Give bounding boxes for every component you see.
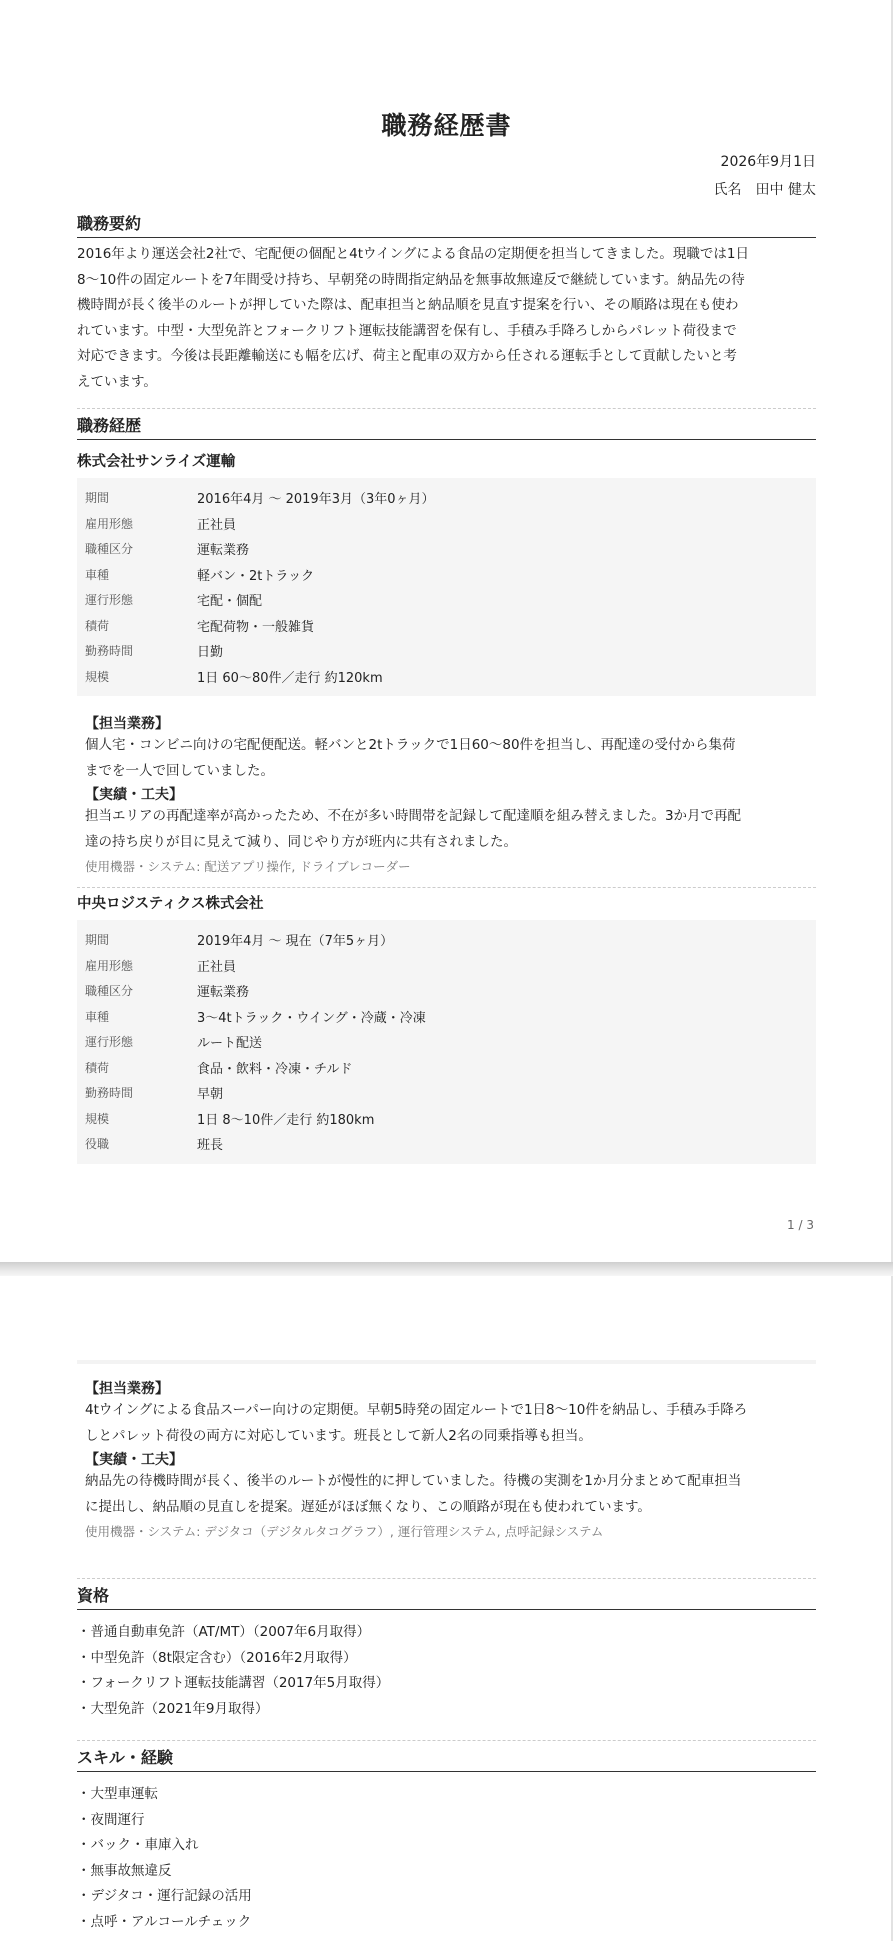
- skill-item: ・大型車運転: [77, 1786, 158, 1802]
- detail-value: ルート配送: [197, 1036, 263, 1052]
- detail-row: [85, 562, 808, 588]
- section-divider: [77, 1578, 816, 1579]
- detail-row: [85, 1131, 808, 1157]
- detail-value: 宅配荷物・一般雑貨: [197, 619, 315, 635]
- duties-line: しとパレット荷役の両方に対応しています。班長として新人2名の同乗指導も担当。: [85, 1427, 592, 1444]
- detail-label: 車種: [85, 1009, 110, 1024]
- achievements-line: に提出し、納品順の見直しを提案。遅延がほぼ無くなり、この順路が現在も使われています。: [85, 1498, 651, 1515]
- detail-value: 運転業務: [197, 985, 250, 1001]
- qualification-item: ・大型免許（2021年9月取得）: [77, 1700, 269, 1717]
- detail-row: [85, 638, 808, 664]
- qualification-item: ・中型免許（8t限定含む）（2016年2月取得）: [77, 1649, 357, 1666]
- summary-line: 対応できます。今後は長距離輸送にも幅を広げ、荷主と配車の双方から任される運転手として貢献したいと考: [77, 348, 737, 364]
- detail-value: 食品・飲料・冷凍・チルド: [197, 1061, 353, 1077]
- detail-label: 積荷: [85, 618, 110, 633]
- detail-row: [85, 1029, 808, 1055]
- duties-line: までを一人で回していました。: [85, 762, 274, 779]
- summary-line: れています。中型・大型免許とフォークリフト運転技能講習を保有し、手積み手降ろしからパレット荷役まで: [77, 322, 737, 339]
- detail-label: 職種区分: [85, 542, 134, 557]
- qualifications-list: [77, 1620, 816, 1722]
- skills-heading: スキル・経験: [77, 1745, 816, 1772]
- detail-label: 運行形態: [85, 1035, 134, 1050]
- detail-row: [85, 953, 808, 979]
- detail-label: 期間: [85, 491, 110, 506]
- company-details-table: [77, 920, 816, 1164]
- detail-row: [85, 536, 808, 562]
- detail-label: 規模: [85, 1111, 110, 1126]
- skill-item: ・デジタコ・運行記録の活用: [77, 1888, 252, 1904]
- document-date: 2026年9月1日: [720, 154, 816, 170]
- detail-value: 2019年4月 〜 現在（7年5ヶ月）: [197, 934, 394, 950]
- company-name: 中央ロジスティクス株式会社: [77, 896, 264, 912]
- detail-value: 軽バン・2tトラック: [197, 568, 315, 584]
- detail-row: [85, 664, 808, 690]
- detail-row: [85, 927, 808, 953]
- detail-label: 雇用形態: [85, 958, 134, 973]
- section-divider: [77, 1740, 816, 1741]
- name-label: 氏名: [713, 182, 742, 198]
- duties-line: 個人宅・コンビニ向けの宅配便配送。軽バンと2tトラックで1日60〜80件を担当し、再配達の受付から集荷: [85, 737, 736, 753]
- page-1-content: [77, 106, 816, 1164]
- skill-item: ・無事故無違反: [77, 1862, 172, 1879]
- achievements-line: 担当エリアの再配達率が高かったため、不在が多い時間帯を記録して配達順を組み替えました。3か月で再配: [85, 808, 742, 824]
- detail-label: 勤務時間: [85, 644, 134, 659]
- page-2-content: [77, 1360, 816, 1935]
- skill-item: ・点呼・アルコールチェック: [77, 1913, 252, 1930]
- detail-row: [85, 1106, 808, 1132]
- detail-label: 勤務時間: [85, 1086, 134, 1101]
- author-name: 田中 健太: [755, 182, 816, 198]
- detail-value: 2016年4月 〜 2019年3月（3年0ヶ月）: [197, 492, 435, 508]
- tools-used: 使用機器・システム: 配送アプリ操作, ドライブレコーダー: [85, 859, 411, 874]
- detail-value: 1日 60〜80件／走行 約120km: [197, 670, 383, 686]
- company-description: [77, 1378, 816, 1540]
- detail-value: 日勤: [197, 645, 224, 661]
- career-heading: 職務経歴: [77, 413, 816, 440]
- qualification-item: ・普通自動車免許（AT/MT）（2007年6月取得）: [77, 1624, 371, 1640]
- duties-heading: 【担当業務】: [85, 1381, 169, 1397]
- detail-row: [85, 1004, 808, 1030]
- detail-value: 運転業務: [197, 543, 250, 559]
- table-continuation: [77, 1360, 816, 1364]
- section-divider: [77, 887, 816, 888]
- detail-row: [85, 1080, 808, 1106]
- summary-line: 8〜10件の固定ルートを7年間受け持ち、早朝発の時間指定納品を無事故無違反で継続しています。納品先の待: [77, 271, 745, 288]
- detail-label: 運行形態: [85, 593, 134, 608]
- duties-heading: 【担当業務】: [85, 716, 169, 732]
- page-break: [0, 1262, 893, 1276]
- company-description: [77, 713, 816, 875]
- skills-list: [77, 1782, 816, 1935]
- company-details-table: [77, 478, 816, 696]
- detail-label: 規模: [85, 669, 110, 684]
- achievements-line: 納品先の待機時間が長く、後半のルートが慢性的に押していました。待機の実測を1か月分まとめて配車担当: [85, 1473, 742, 1489]
- summary-line: 機時間が長く後半のルートが押していた際は、配車担当と納品順を見直す提案を行い、その順路は現在も使わ: [77, 297, 739, 313]
- detail-row: [85, 978, 808, 1004]
- detail-label: 期間: [85, 933, 110, 948]
- detail-value: 班長: [197, 1138, 224, 1154]
- skill-item: ・バック・車庫入れ: [77, 1837, 199, 1853]
- achievements-heading: 【実績・工夫】: [85, 787, 183, 803]
- page-number: 1 / 3: [787, 1218, 814, 1232]
- summary-heading: 職務要約: [77, 211, 816, 238]
- qualifications-heading: 資格: [77, 1583, 816, 1610]
- detail-row: [85, 511, 808, 537]
- summary-line: えています。: [77, 373, 157, 390]
- detail-value: 正社員: [197, 959, 237, 975]
- detail-label: 積荷: [85, 1060, 110, 1075]
- tools-used: 使用機器・システム: デジタコ（デジタルタコグラフ）, 運行管理システム, 点呼記録システム: [85, 1524, 604, 1539]
- detail-row: [85, 485, 808, 511]
- summary-body: [77, 242, 816, 395]
- detail-row: [85, 1055, 808, 1081]
- qualification-item: ・フォークリフト運転技能講習（2017年5月取得）: [77, 1675, 390, 1691]
- detail-row: [85, 613, 808, 639]
- duties-line: 4tウイングによる食品スーパー向けの定期便。早朝5時発の固定ルートで1日8〜10件を納品し、手積み手降ろ: [85, 1402, 748, 1418]
- summary-line: 2016年より運送会社2社で、宅配便の個配と4tウイングによる食品の定期便を担当してきました。現職では1日: [77, 246, 749, 262]
- achievements-line: 達の持ち戻りが目に見えて減り、同じやり方が班内に共有されました。: [85, 833, 517, 850]
- detail-label: 職種区分: [85, 984, 134, 999]
- document-title: 職務経歴書: [381, 111, 512, 140]
- detail-value: 宅配・個配: [197, 594, 263, 610]
- document-page-2: [0, 1276, 893, 1941]
- skill-item: ・夜間運行: [77, 1811, 145, 1828]
- detail-value: 正社員: [197, 517, 237, 533]
- detail-label: 役職: [85, 1137, 110, 1152]
- achievements-heading: 【実績・工夫】: [85, 1452, 183, 1468]
- detail-row: [85, 587, 808, 613]
- detail-value: 3〜4tトラック・ウイング・冷蔵・冷凍: [197, 1010, 426, 1026]
- author-line: [77, 179, 816, 199]
- company-name: 株式会社サンライズ運輸: [77, 454, 236, 470]
- detail-label: 雇用形態: [85, 516, 134, 531]
- section-divider: [77, 408, 816, 409]
- detail-value: 1日 8〜10件／走行 約180km: [197, 1112, 375, 1128]
- detail-value: 早朝: [197, 1087, 224, 1103]
- detail-label: 車種: [85, 567, 110, 582]
